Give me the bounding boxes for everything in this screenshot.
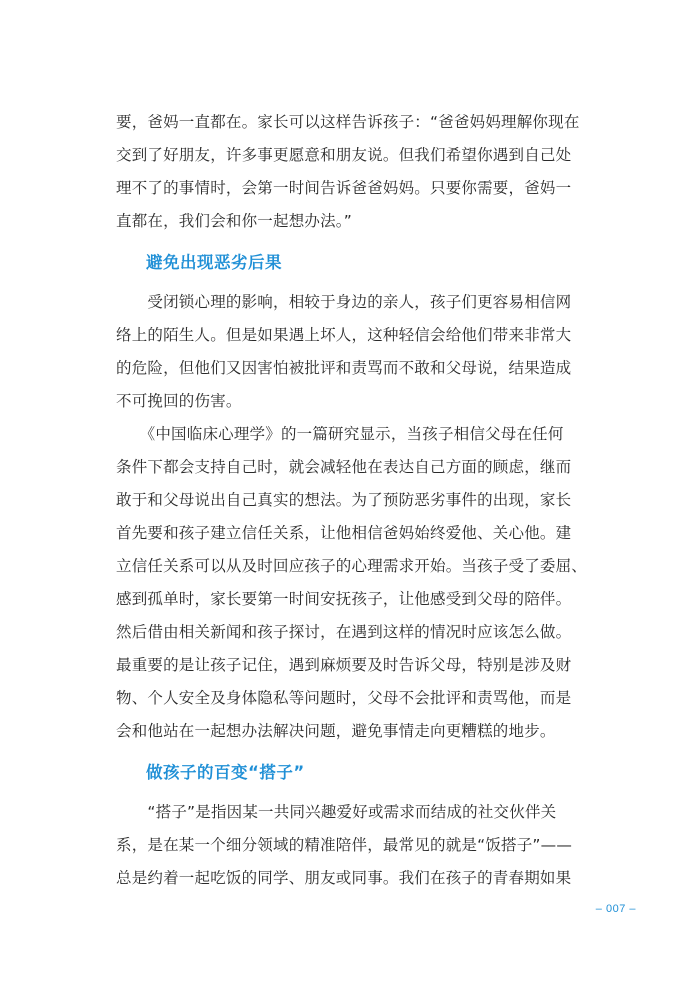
text-line: 络上的陌生人。但是如果遇上坏人，这种轻信会给他们带来非常大: [116, 326, 572, 344]
text-line: 条件下都会支持自己时，就会减轻他在表达自己方面的顾虑，继而: [116, 458, 572, 476]
text-line: “搭子”是指因某一共同兴趣爱好或需求而结成的社交伙伴关: [116, 803, 557, 821]
text-line: 最重要的是让孩子记住，遇到麻烦要及时告诉父母，特别是涉及财: [116, 656, 572, 674]
text-line: 敢于和父母说出自己真实的想法。为了预防恶劣事件的出现，家长: [116, 491, 572, 509]
paragraph-4: [116, 796, 586, 895]
text-line: 然后借由相关新闻和孩子探讨，在遇到这样的情况时应该怎么做。: [116, 623, 572, 641]
paragraph-2: [116, 286, 586, 418]
text-line: 《中国临床心理学》的一篇研究显示，当孩子相信父母在任何: [116, 425, 564, 443]
page-number: – 007 –: [595, 903, 636, 915]
text-line: 立信任关系可以从及时回应孩子的心理需求开始。当孩子受了委屈、: [116, 557, 588, 575]
paragraph-3: [116, 418, 586, 748]
section-heading-avoid-consequences: 避免出现恶劣后果: [146, 253, 282, 272]
section-heading-buddy: 做孩子的百变“搭子”: [146, 763, 305, 782]
paragraph-1: [116, 106, 586, 238]
text-line: 总是约着一起吃饭的同学、朋友或同事。我们在孩子的青春期如果: [116, 869, 572, 887]
text-line: 直都在，我们会和你一起想办法。”: [116, 212, 352, 230]
text-line: 感到孤单时，家长要第一时间安抚孩子，让他感受到父母的陪伴。: [116, 590, 572, 608]
text-line: 要，爸妈一直都在。家长可以这样告诉孩子：“爸爸妈妈理解你现在: [116, 113, 580, 131]
text-line: 物、个人安全及身体隐私等问题时，父母不会批评和责骂他，而是: [116, 689, 572, 707]
text-line: 的危险，但他们又因害怕被批评和责骂而不敢和父母说，结果造成: [116, 359, 572, 377]
text-line: 首先要和孩子建立信任关系，让他相信爸妈始终爱他、关心他。建: [116, 524, 572, 542]
text-line: 受闭锁心理的影响，相较于身边的亲人，孩子们更容易相信网: [116, 293, 572, 311]
text-line: 系，是在某一个细分领域的精准陪伴，最常见的就是“饭搭子”——: [116, 836, 573, 854]
text-line: 不可挽回的伤害。: [116, 392, 242, 410]
page-body: [116, 106, 586, 895]
text-line: 理不了的事情时，会第一时间告诉爸爸妈妈。只要你需要，爸妈一: [116, 179, 572, 197]
text-line: 会和他站在一起想办法解决问题，避免事情走向更糟糕的地步。: [116, 722, 556, 740]
text-line: 交到了好朋友，许多事更愿意和朋友说。但我们希望你遇到自己处: [116, 146, 572, 164]
